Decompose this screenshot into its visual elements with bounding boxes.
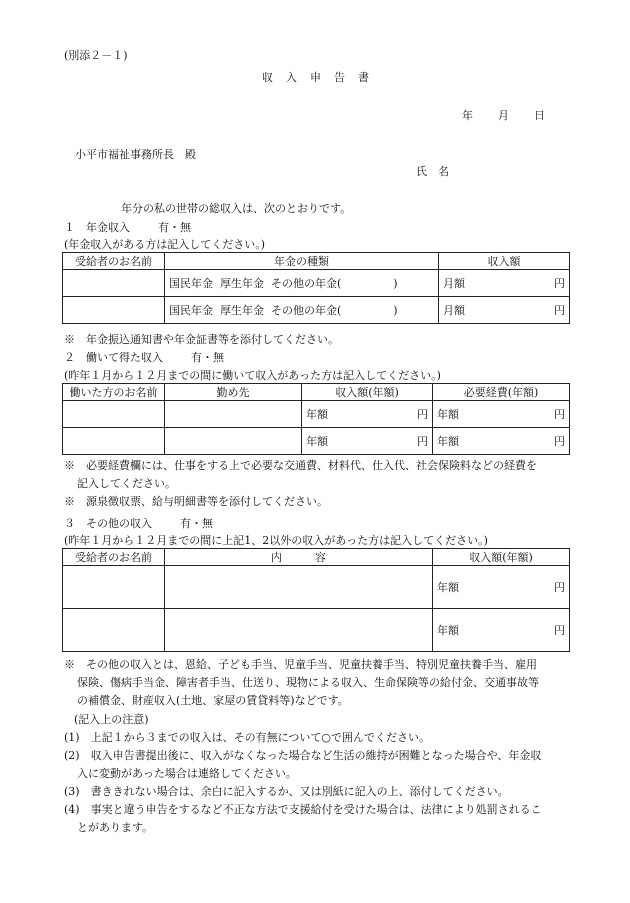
col-income-amount: 収入額 xyxy=(439,253,570,270)
section1-heading: １ 年金収入 有・無 xyxy=(64,221,191,234)
section2-presence[interactable]: 有・無 xyxy=(191,351,224,364)
employment-table xyxy=(62,383,570,455)
content-field[interactable] xyxy=(165,609,433,652)
section3-notes: ※ その他の収入とは、恩給、子ども手当、児童手当、児童扶養手当、特別児童扶養手当、雇用 保険、傷病手当金、障害者手当、仕送り、現物による収入、生命保険等の給付金、交通事故等 の補償金、財産収入(土地、家屋の賃貸料等)などです。 xyxy=(64,658,539,707)
col-income-annual: 収入額(年額) xyxy=(433,549,570,566)
recipient-name-field[interactable] xyxy=(63,566,165,609)
section1-note: ※ 年金振込通知書や年金証書等を添付してください。 xyxy=(64,333,339,346)
attachment-label: (別添２－１) xyxy=(64,49,128,62)
page-title: 収 入 申 告 書 xyxy=(262,71,370,84)
monthly-amount-field[interactable]: 月額 円 xyxy=(439,297,570,324)
date-day-label: 日 xyxy=(534,109,545,122)
annual-expense-field[interactable]: 年額 円 xyxy=(433,428,570,455)
date-year-label: 年 xyxy=(462,109,473,122)
section3-instruction: (昨年１月から１２月までの間に上記1、2以外の収入があった方は記入してください。) xyxy=(64,534,488,547)
intro-text: 年分の私の世帯の総収入は、次のとおりです。 xyxy=(121,202,352,215)
annual-amount-field[interactable]: 年額 円 xyxy=(433,609,570,652)
worker-name-field[interactable] xyxy=(63,401,165,428)
content-field[interactable] xyxy=(165,566,433,609)
cautions-heading: (記入上の注意) xyxy=(74,713,149,726)
section1-instruction: (年金収入がある方は記入してください。) xyxy=(64,238,266,251)
col-income-annual: 収入額(年額) xyxy=(302,384,433,401)
pension-type-cell[interactable]: 国民年金 厚生年金 その他の年金( ) xyxy=(165,297,439,324)
monthly-amount-field[interactable]: 月額 円 xyxy=(439,270,570,297)
recipient-name-field[interactable] xyxy=(63,609,165,652)
col-content: 内 容 xyxy=(165,549,433,566)
employer-field[interactable] xyxy=(165,428,302,455)
table-row xyxy=(63,297,570,324)
addressee: 小平市福祉事務所長 殿 xyxy=(75,148,196,161)
employment-table-header xyxy=(63,384,570,401)
table-row xyxy=(63,428,570,455)
pension-type-cell[interactable]: 国民年金 厚生年金 その他の年金( ) xyxy=(165,270,439,297)
section3-heading: ３ その他の収入 有・無 xyxy=(64,517,213,530)
pension-table xyxy=(62,252,570,324)
employer-field[interactable] xyxy=(165,401,302,428)
table-row xyxy=(63,401,570,428)
table-row xyxy=(63,609,570,652)
worker-name-field[interactable] xyxy=(63,428,165,455)
section2-notes: ※ 必要経費欄には、仕事をする上で必要な交通費、材料代、仕入代、社会保険料などの経費を 記入してください。 ※ 源泉徴収票、給与明細書等を添付してください。 xyxy=(64,459,537,508)
table-row xyxy=(63,270,570,297)
name-label: 氏 名 xyxy=(416,165,449,178)
annual-income-field[interactable]: 年額 円 xyxy=(302,401,433,428)
annual-expense-field[interactable]: 年額 円 xyxy=(433,401,570,428)
cautions: (記入上の注意) (1) 上記１から３までの収入は、その有無について○で囲んでください。 (2) 収入申告書提出後に、収入がなくなった場合など生活の維持が困難となった場合や、年金収 入に変動があった場合は連絡してください。 (3) 書ききれない場合は、余白に記入するか、又は別紙に記入の上、添付してください。 (4) 事実と違う申告をするなど不正な方法で支援給付を受けた場合は、法律により処罰されるこ とがあります。 xyxy=(64,713,542,834)
date-month-label: 月 xyxy=(498,109,509,122)
table-row xyxy=(63,566,570,609)
col-worker-name: 働いた方のお名前 xyxy=(63,384,165,401)
col-recipient-name: 受給者のお名前 xyxy=(63,253,165,270)
recipient-name-field[interactable] xyxy=(63,270,165,297)
col-employer: 勤め先 xyxy=(165,384,302,401)
section2-heading: ２ 働いて得た収入 有・無 xyxy=(64,351,224,364)
col-expense-annual: 必要経費(年額) xyxy=(433,384,570,401)
other-income-table-header xyxy=(63,549,570,566)
recipient-name-field[interactable] xyxy=(63,297,165,324)
section2-instruction: (昨年１月から１２月までの間に働いて収入があった方は記入してください。) xyxy=(64,369,441,382)
col-pension-type: 年金の種類 xyxy=(165,253,439,270)
annual-income-field[interactable]: 年額 円 xyxy=(302,428,433,455)
col-recipient-name: 受給者のお名前 xyxy=(63,549,165,566)
section1-presence[interactable]: 有・無 xyxy=(158,221,191,234)
pension-table-header xyxy=(63,253,570,270)
section3-presence[interactable]: 有・無 xyxy=(180,517,213,530)
other-income-table xyxy=(62,548,570,652)
annual-amount-field[interactable]: 年額 円 xyxy=(433,566,570,609)
